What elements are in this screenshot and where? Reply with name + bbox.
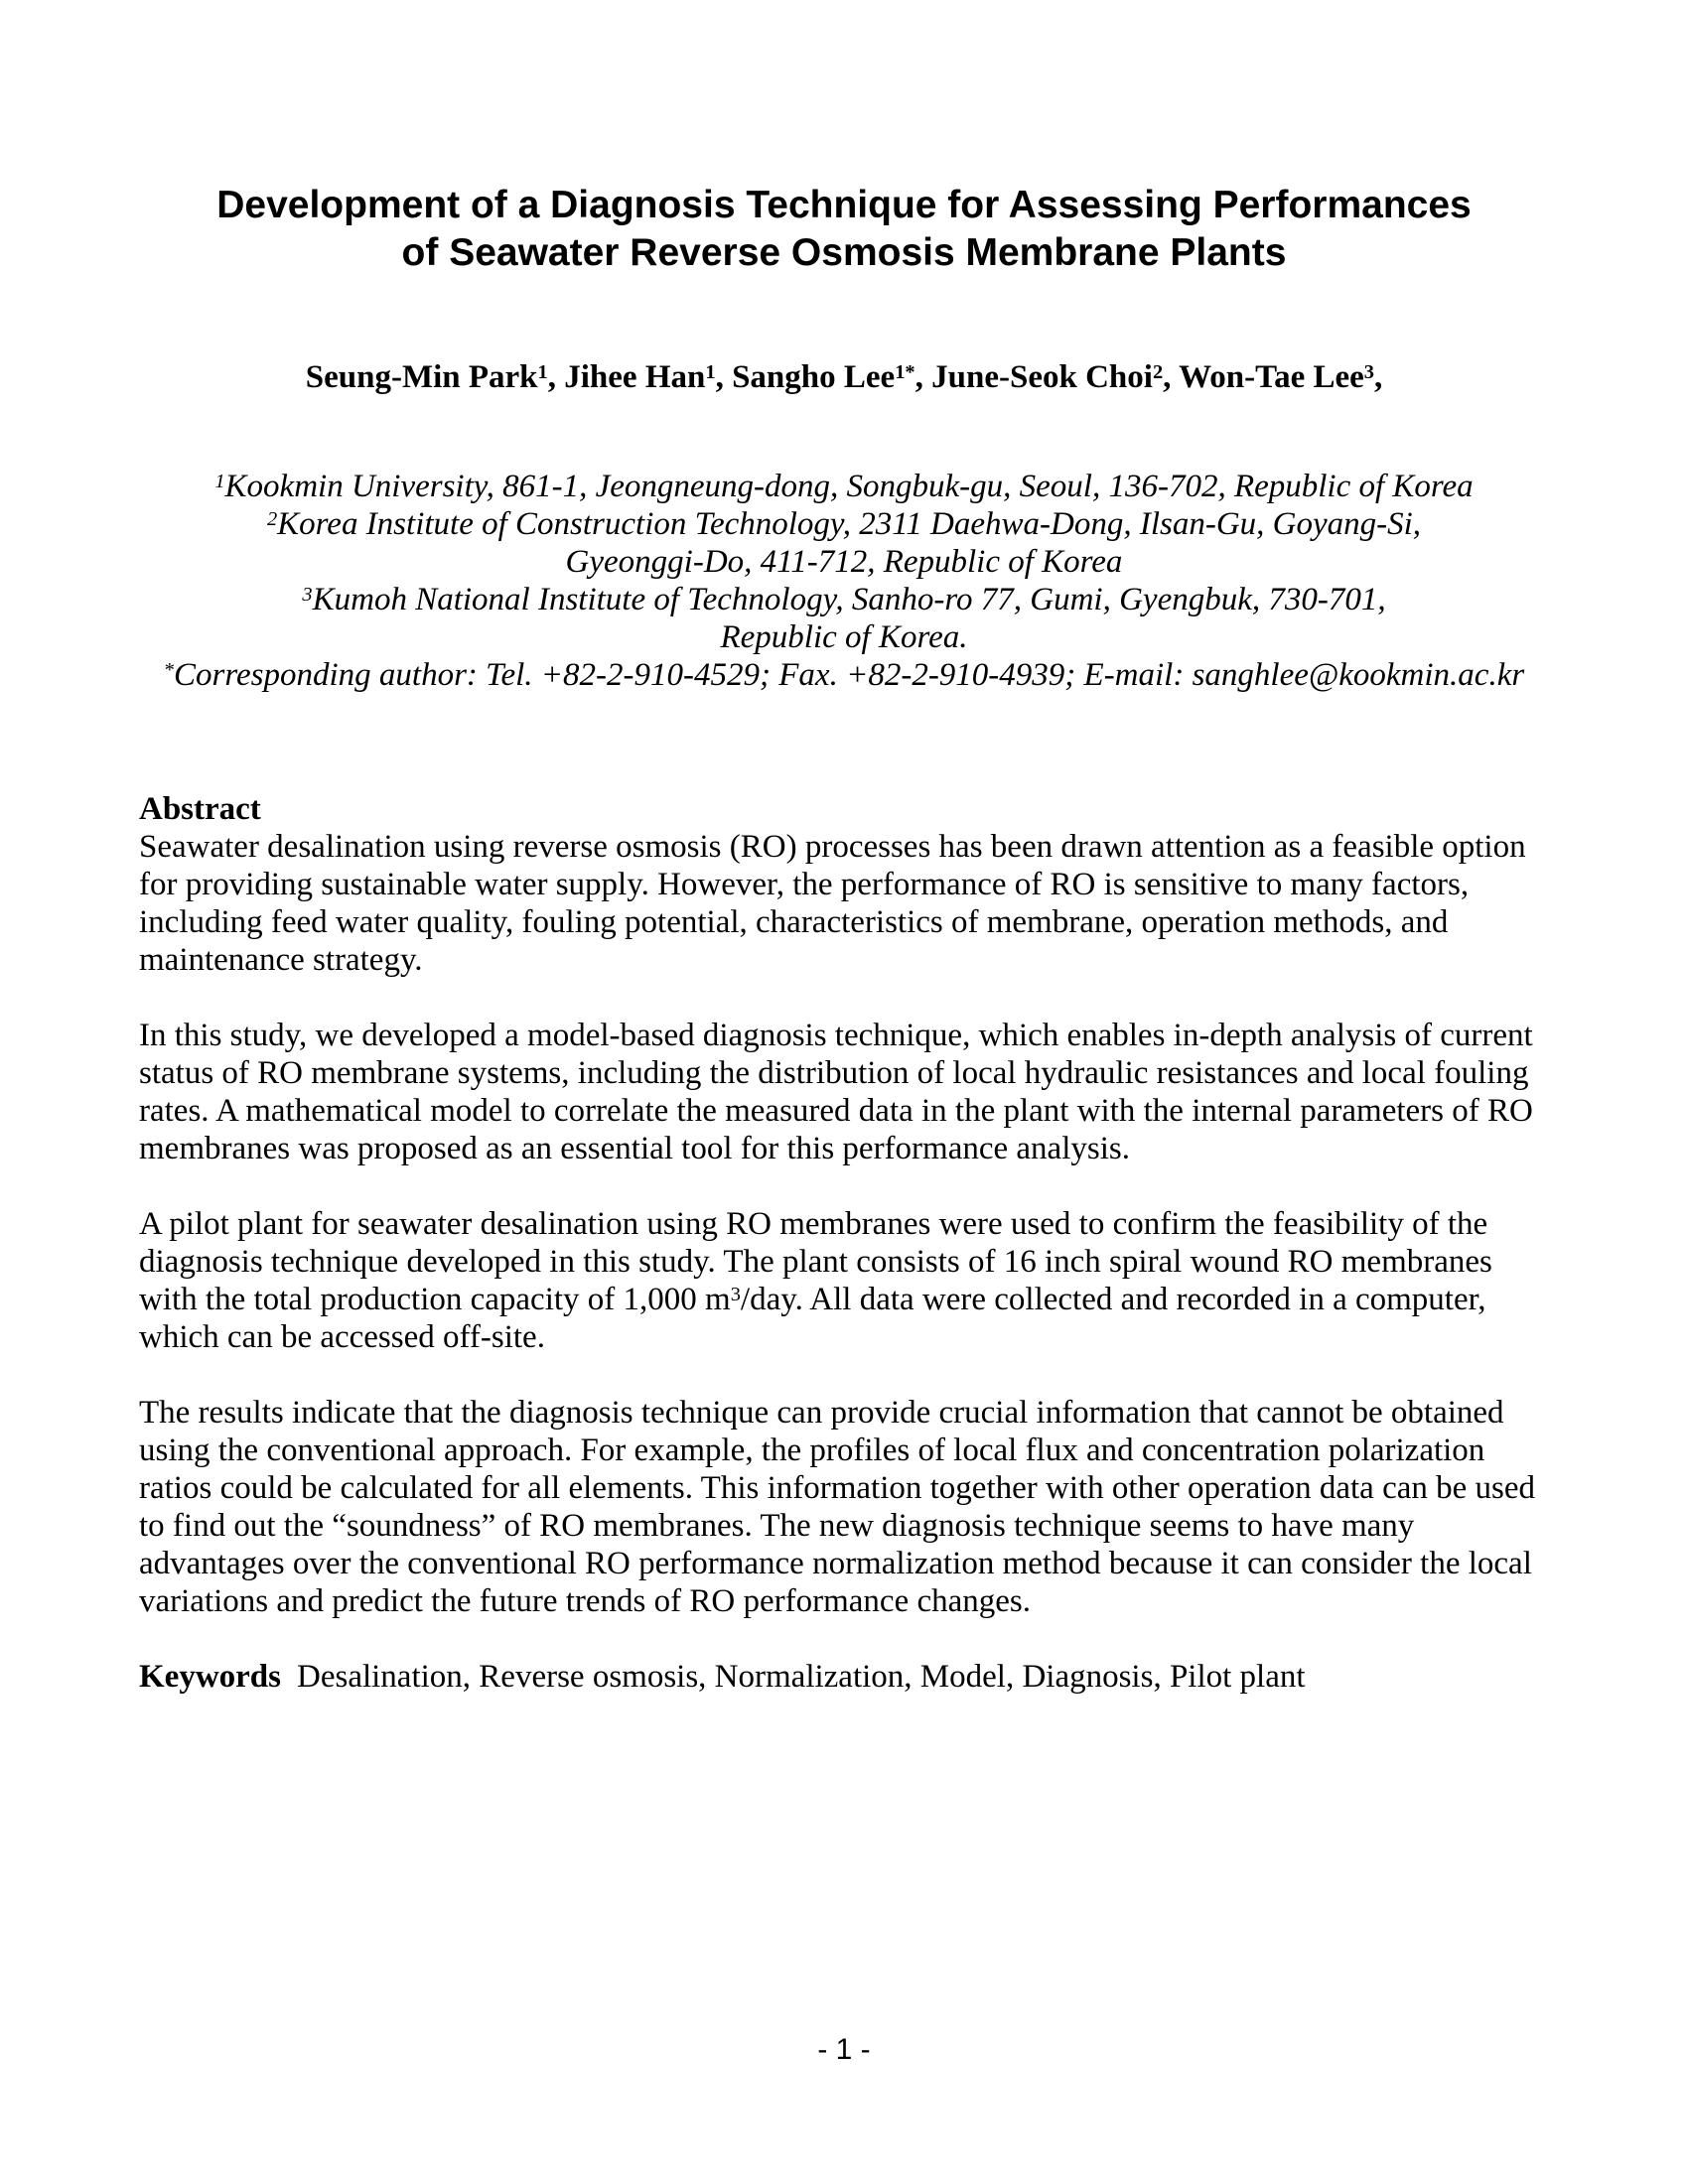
affiliation-line xyxy=(139,505,1549,543)
keywords-label: Keywords xyxy=(139,1659,281,1695)
affiliation-line xyxy=(139,581,1549,618)
title-line-2: of Seawater Reverse Osmosis Membrane Plants xyxy=(401,231,1287,274)
author-affil-superscript: 1* xyxy=(895,360,915,383)
affiliation-superscript: 1 xyxy=(214,470,225,492)
abstract-paragraph-3 xyxy=(139,1205,1549,1356)
author-affil-superscript: 3 xyxy=(1363,360,1374,383)
author xyxy=(564,359,732,395)
abstract-paragraph-1: Seawater desalination using reverse osmosis (RO) processes has been drawn attention as a feasible option for providing sustainable water supply. However, the performance of RO is sensitive to many factors, including feed water quality, fouling potential, characteristics of membrane, operation methods, and maintenance strategy. xyxy=(139,829,1526,978)
author-affil-superscript: 1 xyxy=(705,360,716,383)
affiliation-line xyxy=(139,618,1549,656)
affiliation-line xyxy=(139,543,1549,581)
corresponding-author-line xyxy=(139,656,1549,694)
corresponding-author-text: Corresponding author: Tel. +82-2-910-4529; Fax. +82-2-910-4939; E-mail: sanghlee@kookmin.ac.kr xyxy=(174,657,1525,693)
paragraph-text: A pilot plant for seawater desalination using RO membranes were used to confirm the feasibility of the diagnosis technique developed in this study. The plant consists of 16 inch spiral wound RO membranes with the total production capacity of 1,000 m xyxy=(139,1206,1492,1317)
paper-title xyxy=(139,182,1549,277)
author-line xyxy=(139,358,1549,396)
author xyxy=(931,359,1179,395)
affiliation-text: Korea Institute of Construction Technology, 2311 Daehwa-Dong, Ilsan-Gu, Goyang-Si, xyxy=(277,506,1422,542)
author-name: Jihee Han xyxy=(564,359,706,395)
abstract-paragraph-2: In this study, we developed a model-based diagnosis technique, which enables in-depth analysis of current status of RO membrane systems, including the distribution of local hydraulic resistances and local fouling rates. A mathematical model to correlate the measured data in the plant with the internal parameters of RO membranes was proposed as an essential tool for this performance analysis. xyxy=(139,1018,1533,1166)
affiliation-superscript: 3 xyxy=(302,583,313,606)
author-separator: , xyxy=(1163,359,1180,395)
author xyxy=(306,359,565,395)
abstract-heading: Abstract xyxy=(139,791,261,827)
affiliation-text: Kookmin University, 861-1, Jeongneung-dong, Songbuk-gu, Seoul, 136-702, Republic of Korea xyxy=(224,469,1474,504)
title-line-1: Development of a Diagnosis Technique for Assessing Performances xyxy=(216,184,1472,226)
keywords-line xyxy=(139,1658,1549,1696)
paragraph-text: /day. All data were collected and recorded in a computer, which can be accessed off-site. xyxy=(139,1282,1486,1355)
cubic-meter-superscript: 3 xyxy=(730,1283,741,1305)
page-number: - 1 - xyxy=(817,2033,871,2066)
author xyxy=(732,359,931,395)
affiliations-block xyxy=(139,468,1549,694)
corresponding-author-asterisk: * xyxy=(163,658,175,681)
author-name: June-Seok Choi xyxy=(931,359,1153,395)
affiliation-superscript: 2 xyxy=(266,507,278,530)
author-separator: , xyxy=(547,359,565,395)
abstract-paragraph-4: The results indicate that the diagnosis technique can provide crucial information that cannot be obtained using the conventional approach. For example, the profiles of local flux and concentration polarization ratios could be calculated for all elements. This information together with other operation data can be used to find out the “soundness” of RO membranes. The new diagnosis technique seems to have many advantages over the conventional RO performance normalization method because it can consider the local variations and predict the future trends of RO performance changes. xyxy=(139,1395,1535,1619)
author-separator: , xyxy=(715,359,733,395)
author-separator: , xyxy=(914,359,932,395)
author xyxy=(1179,359,1382,395)
keywords-text: Desalination, Reverse osmosis, Normalization, Model, Diagnosis, Pilot plant xyxy=(297,1659,1306,1695)
author-name: Won-Tae Lee xyxy=(1179,359,1364,395)
affiliation-text: Kumoh National Institute of Technology, Sanho-ro 77, Gumi, Gyengbuk, 730-701, xyxy=(312,582,1386,617)
author-separator: , xyxy=(1374,359,1383,395)
author-name: Seung-Min Park xyxy=(305,359,538,395)
author-affil-superscript: 1 xyxy=(537,360,548,383)
affiliation-line xyxy=(139,468,1549,505)
author-name: Sangho Lee xyxy=(732,359,896,395)
affiliation-text: Gyeonggi-Do, 411-712, Republic of Korea xyxy=(565,544,1123,580)
affiliation-text: Republic of Korea. xyxy=(720,619,968,655)
author-affil-superscript: 2 xyxy=(1152,360,1164,383)
